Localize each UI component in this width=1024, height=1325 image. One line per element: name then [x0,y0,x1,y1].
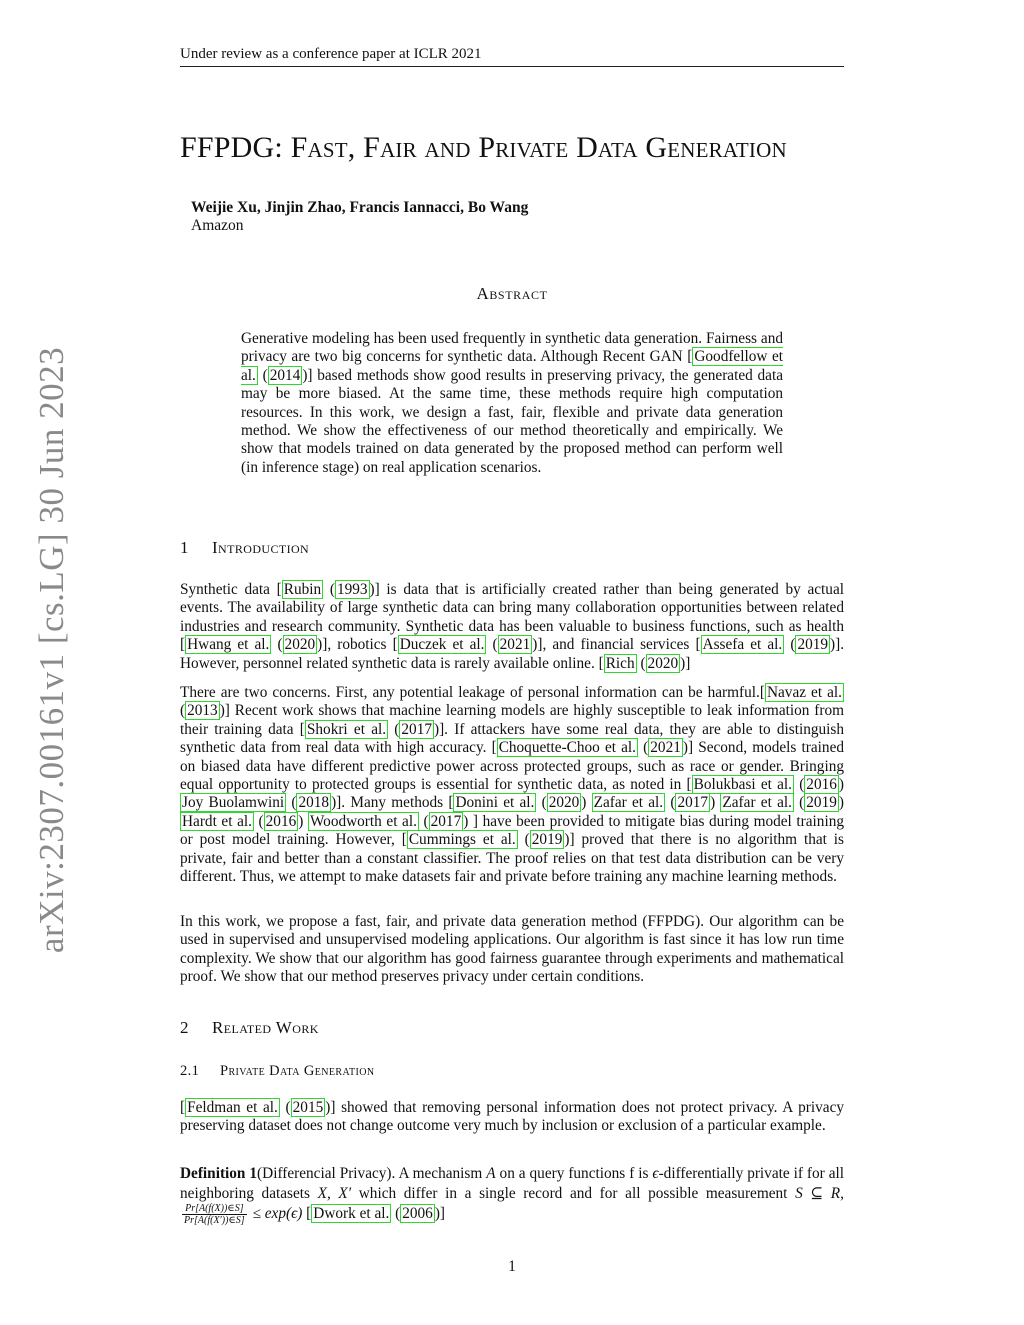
text-run: on a query functions f is [495,1165,653,1182]
section-title: Related Work [212,1018,319,1037]
citation-link[interactable]: Bolukbasi et al. [693,776,792,794]
citation-year-link[interactable]: 2020 [647,654,679,672]
subsection-title: Private Data Generation [220,1063,375,1079]
text-run: )] Second, models trained on biased data have different predictive power across protected groups, such as race or gender. Bringing equal opportunity to protected groups is essential for synthetic data, as noted in [ [180,739,845,794]
citation-link[interactable]: Joy Buolamwini [182,794,285,812]
abstract-text-1: Generative modeling has been used frequently in synthetic data generation. Fairness and privacy are two big concerns for synthetic data. Although Recent GAN [ [241,330,783,366]
citation-year-link[interactable]: 2020 [284,636,316,654]
citation-link[interactable]: Zafar et al. [593,794,664,812]
citation-year-link[interactable]: 2016 [265,812,297,830]
citation-year-link[interactable]: 2017 [677,794,709,812]
citation-year-link[interactable]: 2014 [269,366,301,384]
math-symbol: ϵ [652,1165,659,1182]
citation-year-link[interactable]: 2015 [292,1099,324,1116]
abstract-body: Generative modeling has been used frequently in synthetic data generation. Fairness and privacy are two big concerns for synthetic data. Although Recent GAN [ Goodfellow et al. ( 2014 )] based methods show good results in preserving privacy, the generated data may be more biased. At the same time, these methods require high computation resources. In this work, we design a fast, fair, flexible and private data generation method. We show the effectiveness of our method theoretically and empirically. We show that models trained on data generated by the proposed method can perform well (in inference stage) on real application scenarios. [241,330,783,476]
citation-year-link[interactable]: 2019 [531,831,563,849]
citation-link[interactable]: Goodfellow et al. [241,348,783,384]
citation-link[interactable]: Feldman et al. [187,1099,278,1116]
citation-year-link[interactable]: 2020 [548,794,580,812]
text-run: )] [680,654,691,672]
text-run: ) ] have been provided to mitigate bias during model training or post model training. However, [ [180,812,844,849]
text-run: )]. If attackers have some real data, they are able to distinguish synthetic data from real data with high accuracy. [ [180,720,845,757]
subsection-number: 2.1 [180,1063,200,1079]
intro-paragraph-2: There are two concerns. First, any potential leakage of personal information can be harmful.[ Navaz et al. ( 2013 )] Recent work shows that machine learning models are highly susceptible to leak information from their training data [ Shokri et al. ( 2017 )]. If attackers have some real data, they are able to distinguish synthetic data from real data with high accuracy. [ Choquette-Choo et al. ( 2021 )] Second, models trained on biased data have different predictive power across protected groups, such as race or gender. Bringing equal opportunity to protected groups is essential for synthetic data, as noted in [ Bolukbasi et al. ( 2016 ) Joy Buolamwini ( 2018 )]. Many methods [ Donini et al. ( 2020 ) Zafar et al. ( 2017 ) Zafar et al. ( 2019 ) Hardt et al. ( 2016 ) Woodworth et al. ( 2017 ) ] have been provided to mitigate bias during model training or post model training. However, [ Cummings et al. ( 2019 )] proved that there is no algorithm that is private, fair and better than a constant classifier. The proof relies on that test data distribution can be very different. Thus, we attempt to make datasets fair and private before training any machine learning methods. [180,684,845,886]
citation-year-link[interactable]: 2019 [797,636,829,654]
citation-link[interactable]: Woodworth et al. [309,812,417,830]
fraction-numerator: Pr[A(f(X))∈S] [182,1203,247,1215]
fraction-denominator: Pr[A(f(X′))∈S] [184,1215,245,1226]
citation-link[interactable]: Rich [605,654,635,672]
author-affiliation: Amazon [191,217,244,234]
intro-paragraph-3: In this work, we propose a fast, fair, and private data generation method (FFPDG). Our algorithm can be used in supervised and unsupervised modeling applications. Our algorithm is fast since it has low run time complexity. We show that our algorithm has good fairness guarantee through experiments and mathematical proof. We show that our method preserves privacy under certain conditions. [180,913,844,986]
subsection-heading-private-data-generation [180,1063,374,1080]
text-run: ) [838,794,844,812]
text-run: )], robotics [ [317,636,398,654]
text-run: -differentially private if for all neighboring datasets [180,1165,844,1202]
section-number: 1 [180,538,189,557]
section-number: 2 [180,1018,189,1037]
arxiv-identifier: arXiv:2307.00161v1 [cs.LG] 30 Jun 2023 [32,346,71,954]
citation-link[interactable]: Choquette-Choo et al. [498,739,637,757]
title-rest: Fast, Fair and Private Data Generation [290,131,787,164]
text-run: ) [298,812,308,830]
citation-link[interactable]: Navaz et al. [766,684,842,701]
text-run: )]. However, personnel related synthetic data is rarely available online. [ [180,636,845,672]
text-run: ) [710,794,721,812]
text-run: )] [434,1205,446,1223]
text-run: )] Recent work shows that machine learning models are highly susceptible to leak information from their training data [ [180,702,844,738]
text-run: [ [302,1205,312,1223]
citation-year-link[interactable]: 2018 [298,794,330,812]
math-symbol: ≤ exp(ϵ) [252,1205,303,1223]
title-acronym: FFPDG: [180,131,291,164]
citation-link[interactable]: Duczek et al. [399,636,485,654]
intro-paragraph-1: Synthetic data [ Rubin ( 1993 )] is data that is artificially created rather than being generated by actual events. The availability of large synthetic data can bring many collaboration opportunities between related industries and research community. Synthetic data has been valuable to business functions, such as health [ Hwang et al. ( 2020 )], robotics [ Duczek et al. ( 2021 )], and financial services [ Assefa et al. ( 2019 )]. However, personnel related synthetic data is rarely available online. [ Rich ( 2020 )] [180,581,845,672]
citation-year-link[interactable]: 2013 [187,702,218,720]
citation-year-link[interactable]: 2017 [401,720,432,738]
paper-title [180,128,860,168]
citation-link[interactable]: Rubin [283,581,322,598]
privacy-ratio-fraction [182,1203,247,1226]
citation-link[interactable]: Hardt et al. [182,812,252,830]
definition-1: Definition 1(Differencial Privacy). A mechanism A on a query functions f is ϵ-differentially private if for all neighboring datasets X, X′ which differ in a single record and for all possible measurement S ⊆ R, $\frac{Pr[A(f(X))\in S]}{Pr[A(f(X'))\in S]}$ ≤ exp(ϵ) [ Dwork et al. ( 2006 )] [180,1165,844,1226]
section-title: Introduction [212,538,310,557]
section-heading-introduction [180,538,309,558]
math-symbol: A [486,1165,496,1182]
text-run: )] proved that there is no algorithm that is private, fair and better than a constant classifier. The proof relies on that test data distribution can be very different. Thus, we attempt to make datasets fair and private before training any machine learning methods. [180,831,845,886]
text-run: (Differencial Privacy). A mechanism [257,1165,487,1182]
citation-link[interactable]: Cummings et al. [408,831,516,849]
text-run: which differ in a single record and for all possible measurement [351,1184,796,1202]
citation-link[interactable]: Hwang et al. [187,636,270,654]
section-heading-related-work [180,1018,319,1038]
citation-year-link[interactable]: 2021 [650,739,681,757]
text-run: ) [581,794,592,812]
citation-link[interactable]: Shokri et al. [306,720,387,738]
citation-link[interactable]: Assefa et al. [702,636,783,654]
text-run: )] showed that removing personal information does not protect privacy. A privacy preserving dataset does not change outcome very much by inclusion or exclusion of a particular example. [180,1099,845,1135]
text-run: ) [838,776,844,794]
text-run: )] is data that is artificially created rather than being generated by actual events. The availability of large synthetic data can bring many collaboration opportunities between related industries and research community. Synthetic data has been valuable to business functions, such as health [ [180,581,844,654]
running-header: Under review as a conference paper at ICLR 2021 [180,44,844,67]
citation-year-link[interactable]: 2021 [499,636,531,654]
math-symbol: S ⊆ R, [795,1184,844,1202]
citation-year-link[interactable]: 1993 [336,581,368,598]
citation-year-link[interactable]: 2016 [806,776,837,794]
definition-label: Definition 1 [180,1165,258,1182]
citation-link[interactable]: Donini et al. [455,794,535,812]
abstract-text-2: )] based methods show good results in preserving privacy, the generated data may be more biased. At the same time, these methods require high computation resources. In this work, we design a fast, fair, flexible and private data generation method. We show the effectiveness of our method theoretically and empirically. We show that models trained on data generated by the proposed method can perform well (in inference stage) on real application scenarios. [241,366,783,476]
related-work-paragraph: [ Feldman et al. ( 2015 )] showed that removing personal information does not protect privacy. A privacy preserving dataset does not change outcome very much by inclusion or exclusion of a particular example. [180,1099,845,1135]
abstract-heading: Abstract [476,284,548,303]
math-symbol: X, X′ [317,1184,352,1202]
citation-link[interactable]: Dwork et al. [313,1205,390,1223]
citation-year-link[interactable]: 2006 [402,1205,433,1223]
text-run: )]. Many methods [ [331,794,454,812]
citation-link[interactable]: Zafar et al. [722,794,792,812]
text-run: There are two concerns. First, any potential leakage of personal information can be harmful.[ [180,684,765,701]
citation-year-link[interactable]: 2017 [430,812,462,830]
author-list: Weijie Xu, Jinjin Zhao, Francis Iannacci, Bo Wang [191,199,529,216]
text-run: )], and financial services [ [532,636,701,654]
text-run: Synthetic data [ [180,581,282,598]
citation-year-link[interactable]: 2019 [806,794,837,812]
page-number: 1 [508,1258,516,1275]
